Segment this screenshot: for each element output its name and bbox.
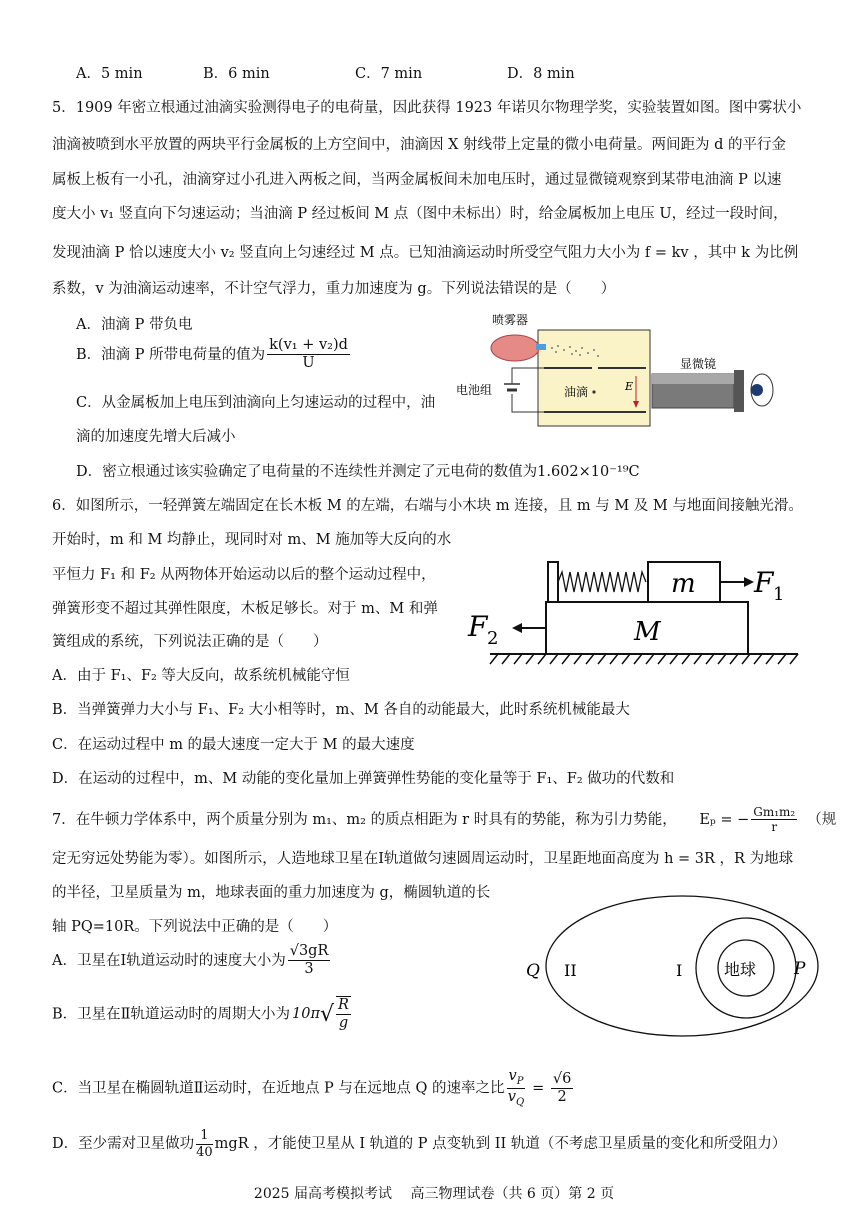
oil-drop-label: 油滴 (564, 385, 589, 399)
q5-stem-line-4: 度大小 v₁ 竖直向下匀速运动；当油滴 P 经过板间 M 点（图中未标出）时，给金属板加上电压 U，经过一段时间， (52, 206, 788, 222)
q7-option-b (52, 996, 353, 1033)
q6-option-c: C．在运动过程中 m 的最大速度一定大于 M 的最大速度 (52, 737, 415, 753)
q7-c-vp: v (508, 1068, 517, 1084)
q7-stem-line-1-tail: （规 (807, 811, 837, 828)
q5-stem-line-5: 发现油滴 P 恰以速度大小 v₂ 竖直向上匀速经过 M 点。已知油滴运动时所受空气阻力大小为 f = kv ，其中 k 为比例 (52, 245, 799, 261)
q6-option-a: A．由于 F₁、F₂ 等大反向，故系统机械能守恒 (52, 668, 350, 684)
orbit-II-label: II (564, 961, 577, 980)
q5-option-b-text: B．油滴 P 所带电荷量的值为 (76, 346, 266, 363)
sprayer-bulb (491, 335, 539, 361)
sprayer-nozzle (536, 344, 546, 350)
microscope-label: 显微镜 (680, 357, 717, 371)
q6-option-b: B．当弹簧弹力大小与 F₁、F₂ 大小相等时，m、M 各自的动能最大，此时系统机械能最大 (52, 702, 630, 718)
q7-option-d-tail: mgR ，才能使卫星从 I 轨道的 P 点变轨到 II 轨道（不考虑卫星质量的变化和所受阻力） (214, 1136, 787, 1153)
q7-option-d-text: D．至少需对卫星做功 (52, 1136, 195, 1153)
force-F1-label: F (754, 566, 774, 599)
q5-stem-line-3: 属板上板有一小孔，油滴穿过小孔进入两板之间，当两金属板间未加电压时，通过显微镜观察到某带电油滴 P 以速 (52, 172, 782, 188)
force-F1-subscript: 1 (773, 584, 785, 605)
q5-b-denominator: U (302, 355, 315, 372)
sprayer-label: 喷雾器 (492, 313, 529, 327)
q7-b-sqrt-sign: √ (320, 1001, 335, 1027)
q7-stem-line-3: 的半径，卫星质量为 m，地球表面的重力加速度为 g，椭圆轨道的长 (52, 885, 491, 901)
q7-c-value-denominator: 2 (557, 1088, 567, 1105)
q7-option-c-text: C．当卫星在椭圆轨道Ⅱ运动时，在近地点 P 与在远地点 Q 的速率之比 (52, 1080, 505, 1097)
millikan-apparatus-figure (452, 310, 782, 430)
q5-option-c-line-1: C．从金属板加上电压到油滴向上匀速运动的过程中，油 (76, 395, 436, 411)
q4-option-a: A．5 min (76, 66, 143, 82)
q7-c-vq: v (507, 1088, 516, 1105)
q7-stem-line-1-text: 7．在牛顿力学体系中，两个质量分别为 m₁、m₂ 的质点相距为 r 时具有的势能，称为引力势能， (52, 811, 677, 828)
field-label: E (625, 380, 634, 393)
orbit-figure (520, 892, 820, 1042)
q6-option-d: D．在运动的过程中，m、M 动能的变化量加上弹簧弹性势能的变化量等于 F₁、F₂ 做功的代数和 (52, 771, 675, 787)
earth-label: 地球 (724, 960, 757, 979)
q5-stem-line-2: 油滴被喷到水平放置的两块平行金属板的上方空间中，油滴因 X 射线带上定量的微小电荷量。两间距为 d 的平行金 (52, 137, 787, 153)
q7-option-d-fraction (196, 1128, 213, 1160)
q7-c-value-fraction (551, 1071, 573, 1107)
q7-a-numerator: √3gR (288, 943, 331, 961)
q7-c-vq-sub: Q (516, 1096, 525, 1108)
q4-option-d: D．8 min (507, 66, 575, 82)
microscope-highlight (652, 374, 734, 384)
q5-option-a: A．油滴 P 带负电 (76, 317, 193, 333)
q7-option-a-text: A．卫星在Ⅰ轨道运动时的速度大小为 (52, 952, 286, 969)
battery-label: 电池组 (456, 383, 493, 397)
q4-option-b: B．6 min (203, 66, 270, 82)
q7-c-vp-sub: P (516, 1075, 524, 1087)
point-P-label: P (794, 959, 806, 979)
q5-stem-line-1: 5．1909 年密立根通过油滴实验测得电子的电荷量，因此获得 1923 年诺贝尔物理学奖，实验装置如图。图中雾状小 (52, 100, 802, 116)
eye-pupil (751, 384, 763, 396)
orbit-I-label: I (676, 961, 683, 980)
q7-b-coefficient: 10π (292, 1006, 320, 1023)
q6-stem-line-4: 弹簧形变不超过其弹性限度，木板足够长。对于 m、M 和弹 (52, 601, 438, 617)
q7-b-numerator: R (336, 997, 351, 1015)
q7-c-value-numerator: √6 (551, 1071, 573, 1089)
microscope-eyepiece (734, 370, 744, 412)
q5-option-b-fraction (267, 337, 350, 373)
q7-d-numerator: 1 (196, 1128, 213, 1145)
force-F2-arrowhead (512, 623, 522, 633)
oil-drop (592, 390, 595, 393)
q5-option-b (76, 337, 352, 373)
point-Q-label: Q (526, 961, 540, 981)
force-F1-arrowhead (744, 577, 754, 587)
q6-stem-line-1: 6．如图所示，一轻弹簧左端固定在长木板 M 的左端，右端与小木块 m 连接，且 m 与 M 及 M 与地面间接触光滑。 (52, 498, 803, 514)
q7-b-denominator: g (338, 1015, 349, 1032)
q6-stem-line-5: 簧组成的系统，下列说法正确的是（ ） (52, 634, 328, 650)
q7-d-denominator: 40 (196, 1144, 213, 1160)
force-F2-subscript: 2 (487, 628, 499, 649)
q7-option-a-fraction (288, 943, 331, 979)
block-m-label: m (671, 569, 696, 599)
q7-option-b-text: B．卫星在Ⅱ轨道运动时的周期大小为 (52, 1006, 291, 1023)
q6-stem-line-2: 开始时，m 和 M 均静止，现同时对 m、M 施加等大反向的水 (52, 532, 452, 548)
q5-stem-line-6: 系数，v 为油滴运动速率，不计空气浮力，重力加速度为 g。下列说法错误的是（ ） (52, 281, 616, 297)
q7-option-c: C．当卫星在椭圆轨道Ⅱ运动时，在近地点 P 与在远地点 Q 的速率之比 $\frac{v_P}{v_Q}$ = $\frac{√6}{2}$ (52, 1068, 572, 1108)
q5-b-numerator: k(v₁ + v₂)d (267, 337, 350, 355)
q7-a-denominator: 3 (304, 961, 314, 978)
q5-option-d: D．密立根通过该实验确定了电荷量的不连续性并测定了元电荷的数值为1.602×10⁻¹⁹C (76, 464, 640, 480)
page-footer: 2025 届高考模拟考试 高三物理试卷（共 6 页）第 2 页 (253, 1186, 615, 1202)
q7-stem-line-1 (52, 805, 836, 835)
q7-option-b-fraction (336, 996, 351, 1033)
q5-option-c-line-2: 滴的加速度先增大后减小 (76, 429, 236, 445)
q7-stem-line-2: 定无穷远处势能为零）。如图所示，人造地球卫星在Ⅰ轨道做匀速圆周运动时，卫星距地面高度为 h = 3R ，R 为地球 (52, 851, 794, 867)
spring-board-figure (462, 556, 802, 674)
q7-ep-denominator: r (771, 820, 778, 835)
q7-option-d (52, 1128, 786, 1160)
spring (558, 572, 646, 592)
q7-ep-symbol: Eₚ = − (699, 811, 750, 828)
spring-wall (548, 562, 558, 602)
q4-option-c: C．7 min (355, 66, 423, 82)
q7-option-a (52, 943, 332, 979)
q7-ep-numerator: Gm₁m₂ (753, 805, 796, 819)
q7-c-ratio-fraction (507, 1068, 526, 1109)
q6-stem-line-3: 平恒力 F₁ 和 F₂ 从两物体开始运动以后的整个运动过程中， (52, 567, 436, 583)
force-F2-label: F (468, 610, 488, 643)
q7-ep-fraction (751, 805, 797, 835)
q7-stem-line-4: 轴 PQ=10R。下列说法中正确的是（ ） (52, 919, 338, 935)
ground-hatch (490, 654, 798, 664)
board-M-label: M (634, 617, 661, 647)
